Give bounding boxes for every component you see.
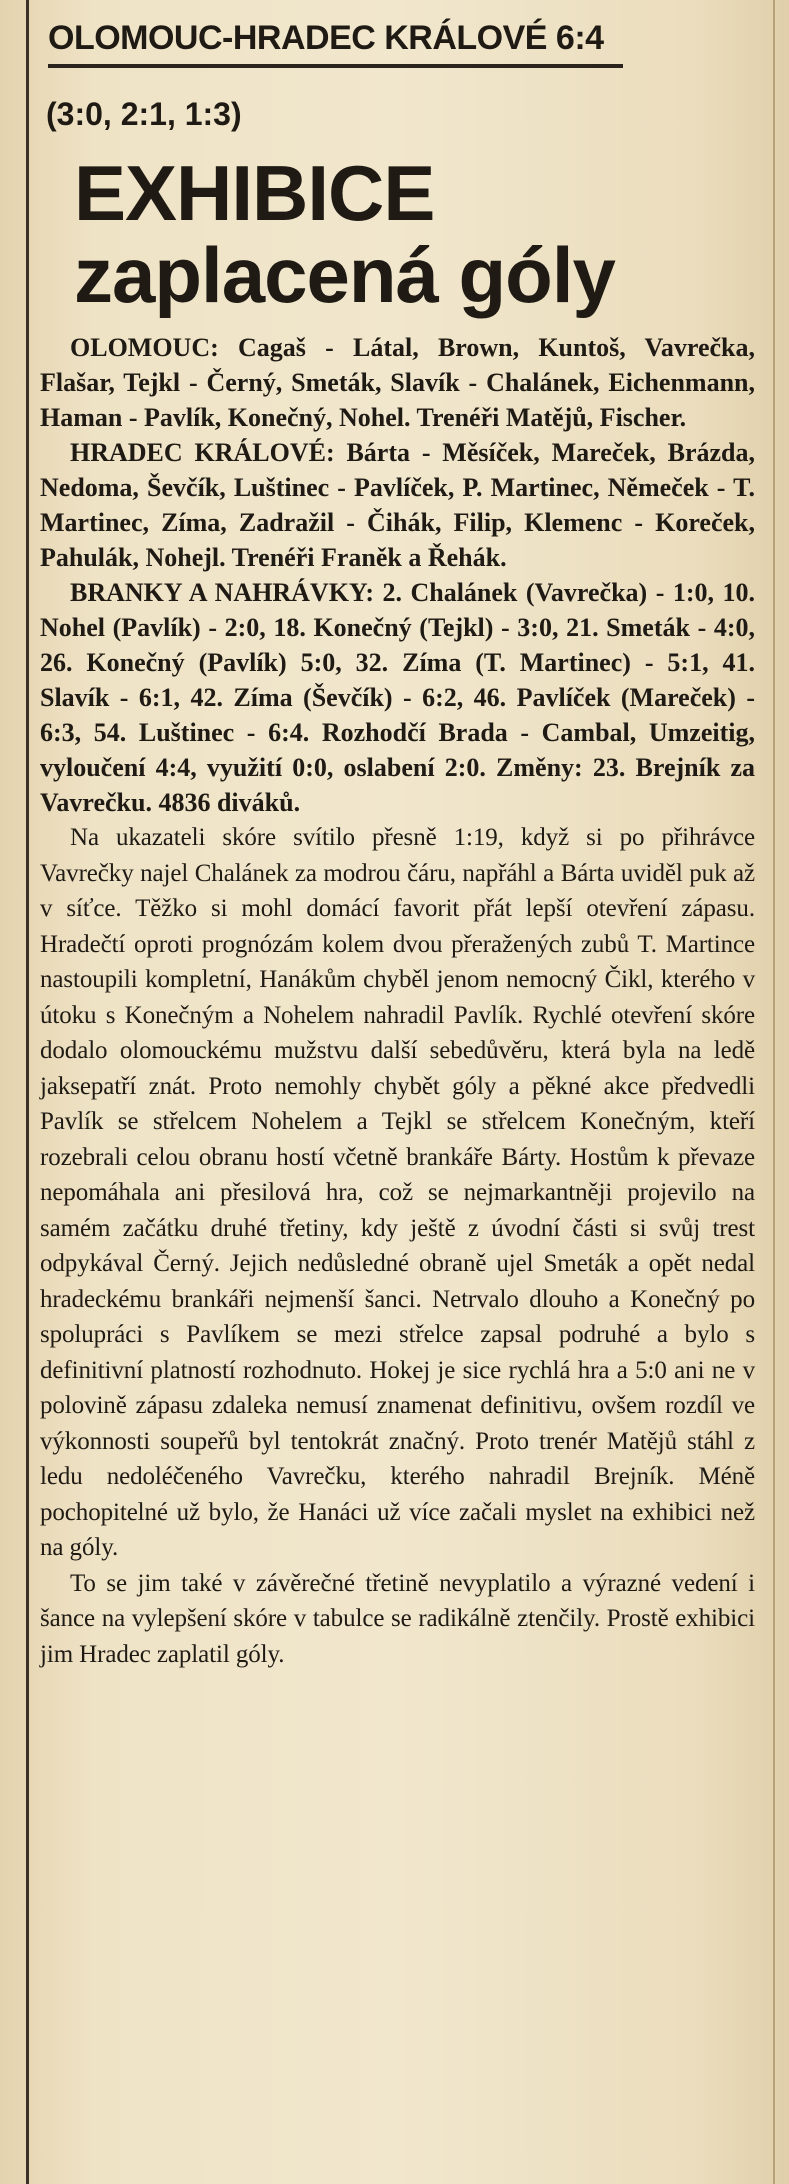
goals-summary-text: BRANKY A NAHRÁVKY: 2. Chalánek (Vavrečka) - 1:0, 10. Nohel (Pavlík) - 2:0, 18. Konečný (Tejkl) - 3:0, 21. Smeták - 4:0, 26. Konečný (Pavlík) 5:0, 32. Zíma (T. Martinec) - 5:1, 41. Slavík - 6:1, 42. Zíma (Ševčík) - 6:2, 46. Pavlíček (Mareček) - 6:3, 54. Luštinec - 6:4. Rozhodčí Brada - Cambal, Umzeitig, vyloučení 4:4, využití 0:0, oslabení 2:0. Změny: 23. Brejník za Vavrečku. 4836 diváků. bbox=[40, 578, 755, 817]
match-headline: OLOMOUC-HRADEC KRÁLOVÉ 6:4 bbox=[48, 19, 604, 57]
column-rule-left bbox=[26, 0, 29, 2184]
headline-rule bbox=[48, 64, 623, 68]
article-paragraph: To se jim také v závěrečné třetině nevyplatilo a výrazné vedení i šance na vylepšení skóre v tabulce se radikálně ztenčily. Prostě exhibici jim Hradec zaplatil góly. bbox=[40, 1569, 755, 1668]
lineup-olomouc bbox=[40, 330, 755, 435]
article-title-line1: EXHIBICE bbox=[74, 149, 435, 237]
article-paragraph: Na ukazateli skóre svítilo přesně 1:19, když si po přihrávce Vavrečky najel Chalánek za modrou čáru, napřáhl a Bárta uviděl puk až v síťce. Těžko si mohl domácí favorit přát lepší otevření zápasu. Hradečtí oproti prognózám kolem dvou přeražených zubů T. Martince nastoupili kompletní, Hanákům chyběl jenom nemocný Čikl, kterého v útoku s Konečným a Nohelem nahradil Pavlík. Rychlé otevření skóre dodalo olomouckému mužstvu další sebedůvěru, která byla na ledě jaksepatří znát. Proto nemohly chybět góly a pěkné akce předvedli Pavlík se střelcem Nohelem a Tejkl se střelcem Konečným, kteří rozebrali celou obranu hostí včetně brankáře Bárty. Hostům k převaze nepomáhala ani přesilová hra, což se nejmarkantněji projevilo na samém začátku druhé třetiny, kdy ještě z úvodní části si svůj trest odpykával Černý. Jejich nedůsledné obraně ujel Smeták a opět nedal hradeckému brankáři nejmenší šanci. Netrvalo dlouho a Konečný po spolupráci s Pavlíkem se mezi střelce zapsal podruhé a bylo s definitivní platností rozhodnuto. Hokej je sice rychlá hra a 5:0 ani ne v polovině zápasu zdaleka nemusí znamenat definitivu, ovšem rozdíl ve výkonnosti soupeřů byl tentokrát značný. Proto trenér Matějů stáhl z ledu nedoléčeného Vavrečku, kterého nahradil Brejník. Méně pochopitelné už bylo, že Hanáci už více začali myslet na exhibici než na góly. bbox=[40, 824, 755, 1561]
article bbox=[40, 18, 755, 1672]
article-title-line2: zaplacená góly bbox=[74, 231, 615, 319]
period-scores: (3:0, 2:1, 1:3) bbox=[46, 96, 242, 132]
column-rule-right bbox=[773, 0, 775, 2184]
article-body bbox=[40, 820, 755, 1672]
lineup-hradec-text: HRADEC KRÁLOVÉ: Bárta - Měsíček, Mareček, Brázda, Nedoma, Ševčík, Luštinec - Pavlíček, P. Martinec, Němeček - T. Martinec, Zíma, Zadražil - Čihák, Filip, Klemenc - Koreček, Pahulák, Nohejl. Trenéři Franěk a Řehák. bbox=[40, 438, 755, 572]
lineup-olomouc-text: OLOMOUC: Cagaš - Látal, Brown, Kuntoš, Vavrečka, Flašar, Tejkl - Černý, Smeták, Slavík - Chalánek, Eichenmann, Haman - Pavlík, Konečný, Nohel. Trenéři Matějů, Fischer. bbox=[40, 333, 755, 432]
goals-summary bbox=[40, 575, 755, 820]
lineup-hradec bbox=[40, 435, 755, 575]
